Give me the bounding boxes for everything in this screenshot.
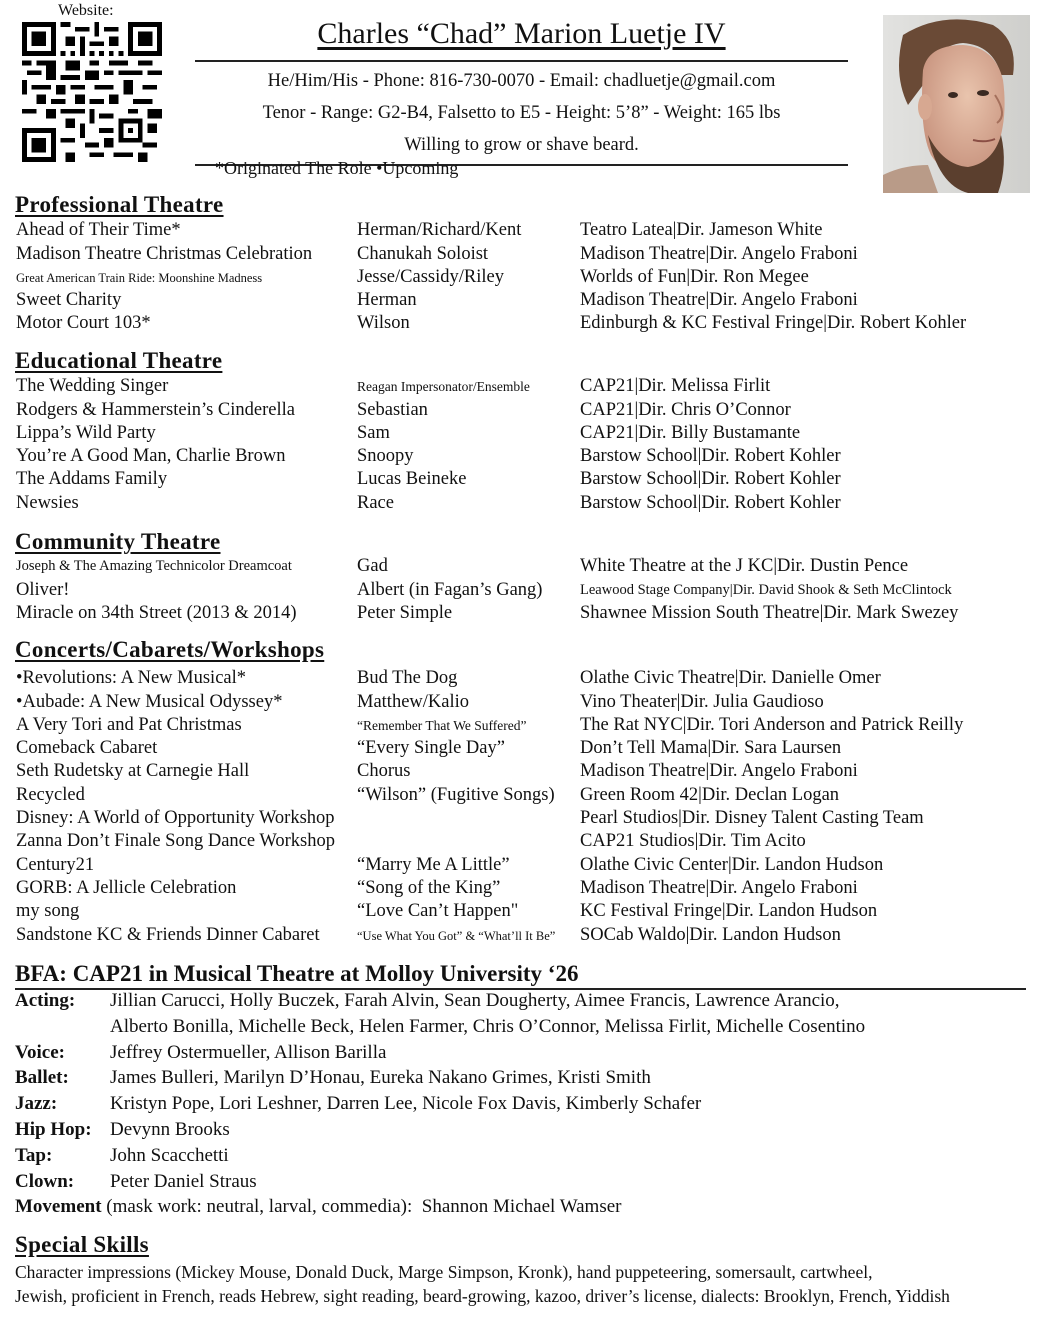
show-title: Rodgers & Hammerstein’s Cinderella xyxy=(16,399,295,420)
show-title: Madison Theatre Christmas Celebration xyxy=(16,243,313,264)
training-teachers: Peter Daniel Straus xyxy=(110,1170,257,1192)
credit-row xyxy=(16,311,1036,334)
show-title: The Addams Family xyxy=(16,469,168,490)
headshot-photo xyxy=(883,15,1030,193)
credit-row xyxy=(16,397,1036,420)
venue-director: KC Festival Fringe|Dir. Landon Hudson xyxy=(580,901,878,922)
skills-line: Character impressions (Mickey Mouse, Donald Duck, Marge Simpson, Kronk), hand puppeteering, somersault, cartwheel, xyxy=(15,1262,873,1282)
qr-code[interactable] xyxy=(22,22,162,162)
show-title: Ahead of Their Time* xyxy=(16,220,181,241)
show-title: Century21 xyxy=(16,854,95,875)
role: “Every Single Day” xyxy=(357,738,505,759)
role: Herman/Richard/Kent xyxy=(357,220,522,241)
show-title: A Very Tori and Pat Christmas xyxy=(16,714,242,735)
role: Sebastian xyxy=(357,399,428,420)
credit-row xyxy=(16,265,1036,288)
credit-row xyxy=(16,577,1036,600)
training-label: Tap: xyxy=(15,1144,53,1166)
show-title: Seth Rudetsky at Carnegie Hall xyxy=(16,761,250,782)
resume-header xyxy=(195,14,848,166)
header-divider-top xyxy=(195,60,848,62)
role: Jesse/Cassidy/Riley xyxy=(357,266,504,287)
credit-row xyxy=(16,421,1036,444)
training-teachers: Alberto Bonilla, Michelle Beck, Helen Farmer, Chris O’Connor, Melissa Firlit, Michelle Cosentino xyxy=(110,1015,866,1037)
training-label: Movement xyxy=(15,1196,102,1218)
section-title-professional: Professional Theatre xyxy=(15,192,224,217)
venue-director: Pearl Studios|Dir. Disney Talent Casting Team xyxy=(580,808,924,829)
credit-row xyxy=(16,288,1036,311)
venue-director: Barstow School|Dir. Robert Kohler xyxy=(580,492,841,513)
training-label: Ballet: xyxy=(15,1067,69,1089)
credit-row xyxy=(16,218,1036,241)
venue-director: CAP21|Dir. Melissa Firlit xyxy=(580,376,771,397)
venue-director: Don’t Tell Mama|Dir. Sara Laursen xyxy=(580,738,842,759)
training-teachers: James Bulleri, Marilyn D’Honau, Eureka Nakano Grimes, Kristi Smith xyxy=(110,1067,651,1089)
venue-director: Leawood Stage Company|Dir. David Shook & Seth McClintock xyxy=(580,581,952,598)
training-label xyxy=(15,1014,110,1040)
venue-director: Teatro Latea|Dir. Jameson White xyxy=(580,220,823,241)
training-row xyxy=(15,1014,1035,1040)
training-row xyxy=(15,1065,1035,1091)
training-row xyxy=(15,1169,1035,1195)
show-title: Disney: A World of Opportunity Workshop xyxy=(16,808,335,829)
role: Wilson xyxy=(357,313,410,334)
credit-row xyxy=(16,601,1036,624)
show-title: Motor Court 103* xyxy=(16,313,151,334)
credit-row xyxy=(16,374,1036,397)
skills-line: Jewish, proficient in French, reads Hebrew, sight reading, beard-growing, kazoo, driver’s license, dialects: Brooklyn, French, Yiddish xyxy=(15,1286,950,1306)
venue-director: SOCab Waldo|Dir. Landon Hudson xyxy=(580,924,841,945)
venue-director: Green Room 42|Dir. Declan Logan xyxy=(580,784,840,805)
role: “Wilson” (Fugitive Songs) xyxy=(357,784,555,805)
training-teachers: (mask work: neutral, larval, commedia): Shannon Michael Wamser xyxy=(101,1196,622,1218)
show-title: Oliver! xyxy=(16,579,70,600)
training-label: Voice: xyxy=(15,1041,65,1063)
venue-director: Madison Theatre|Dir. Angelo Fraboni xyxy=(580,243,858,264)
show-title: •Revolutions: A New Musical* xyxy=(16,668,247,689)
venue-director: Madison Theatre|Dir. Angelo Fraboni xyxy=(580,761,858,782)
performer-name: Charles “Chad” Marion Luetje IV xyxy=(317,17,726,50)
training-teachers: Jeffrey Ostermueller, Allison Barilla xyxy=(110,1041,387,1063)
training-list xyxy=(15,988,1035,1220)
role: “Marry Me A Little” xyxy=(357,854,510,875)
legend: *Originated The Role •Upcoming xyxy=(215,158,459,178)
training-title: BFA: CAP21 in Musical Theatre at Molloy University ‘26 xyxy=(15,960,1026,990)
section-title-skills: Special Skills xyxy=(15,1232,149,1257)
show-title: GORB: A Jellicle Celebration xyxy=(16,877,237,898)
role: “Remember That We Suffered” xyxy=(357,717,527,733)
credit-row xyxy=(16,736,1036,759)
role: “Song of the King” xyxy=(357,877,501,898)
venue-director: CAP21 Studios|Dir. Tim Acito xyxy=(580,831,806,852)
credit-row xyxy=(16,782,1036,805)
training-row-movement xyxy=(15,1194,1035,1220)
show-title: Sandstone KC & Friends Dinner Cabaret xyxy=(16,924,320,945)
show-title: The Wedding Singer xyxy=(16,376,169,397)
training-teachers: Devynn Brooks xyxy=(110,1118,230,1140)
venue-director: White Theatre at the J KC|Dir. Dustin Pence xyxy=(580,556,909,577)
credit-row xyxy=(16,852,1036,875)
venue-director: Barstow School|Dir. Robert Kohler xyxy=(580,446,841,467)
training-row xyxy=(15,1091,1035,1117)
credit-row xyxy=(16,806,1036,829)
venue-director: Olathe Civic Theatre|Dir. Danielle Omer xyxy=(580,668,881,689)
role: “Use What You Got” & “What’ll It Be” xyxy=(357,928,556,943)
credit-row xyxy=(16,554,1036,577)
role: Matthew/Kalio xyxy=(357,691,470,712)
role: Sam xyxy=(357,422,390,443)
venue-director: Barstow School|Dir. Robert Kohler xyxy=(580,469,841,490)
show-title: Zanna Don’t Finale Song Dance Workshop xyxy=(16,831,335,852)
credits-concerts xyxy=(16,666,1036,946)
show-title: my song xyxy=(16,901,80,922)
credits-community xyxy=(16,554,1036,624)
show-title: Sweet Charity xyxy=(16,290,122,311)
credit-row xyxy=(16,444,1036,467)
training-row xyxy=(15,1040,1035,1066)
venue-director: Madison Theatre|Dir. Angelo Fraboni xyxy=(580,877,858,898)
show-title: Great American Train Ride: Moonshine Madness xyxy=(16,270,263,285)
credit-row xyxy=(16,689,1036,712)
training-row xyxy=(15,1117,1035,1143)
venue-director: CAP21|Dir. Billy Bustamante xyxy=(580,422,801,443)
credit-row xyxy=(16,713,1036,736)
role: “Love Can’t Happen" xyxy=(357,901,519,922)
training-row xyxy=(15,1143,1035,1169)
special-skills xyxy=(15,1260,1035,1308)
role: Snoopy xyxy=(357,446,414,467)
show-title: Newsies xyxy=(16,492,79,513)
role: Race xyxy=(357,492,394,513)
credits-educational xyxy=(16,374,1036,514)
role: Chanukah Soloist xyxy=(357,243,489,264)
show-title: Joseph & The Amazing Technicolor Dreamcoat xyxy=(16,558,292,575)
section-title-educational: Educational Theatre xyxy=(15,348,223,373)
venue-director: The Rat NYC|Dir. Tori Anderson and Patrick Reilly xyxy=(580,714,964,735)
role: Herman xyxy=(357,290,417,311)
training-label: Hip Hop: xyxy=(15,1118,92,1140)
show-title: You’re A Good Man, Charlie Brown xyxy=(16,446,286,467)
training-row xyxy=(15,988,1035,1014)
credit-row xyxy=(16,666,1036,689)
training-teachers: John Scacchetti xyxy=(110,1144,229,1166)
credit-row xyxy=(16,899,1036,922)
venue-director: Vino Theater|Dir. Julia Gaudioso xyxy=(580,691,824,712)
venue-director: Edinburgh & KC Festival Fringe|Dir. Robert Kohler xyxy=(580,313,967,334)
show-title: Lippa’s Wild Party xyxy=(16,422,156,443)
role: Gad xyxy=(357,556,388,577)
credit-row xyxy=(16,759,1036,782)
role: Peter Simple xyxy=(357,602,453,623)
role: Reagan Impersonator/Ensemble xyxy=(357,379,530,395)
role: Lucas Beineke xyxy=(357,469,467,490)
beard-note: Willing to grow or shave beard. xyxy=(404,135,639,155)
credit-row xyxy=(16,467,1036,490)
credits-professional xyxy=(16,218,1036,334)
role: Chorus xyxy=(357,761,411,782)
training-label: Jazz: xyxy=(15,1093,58,1115)
show-title: Recycled xyxy=(16,784,85,805)
venue-director: Worlds of Fun|Dir. Ron Megee xyxy=(580,266,809,287)
section-title-community: Community Theatre xyxy=(15,529,221,554)
section-title-concerts: Concerts/Cabarets/Workshops xyxy=(15,637,325,662)
role: Albert (in Fagan’s Gang) xyxy=(357,579,543,600)
training-label: Acting: xyxy=(15,990,76,1011)
training-teachers: Kristyn Pope, Lori Leshner, Darren Lee, Nicole Fox Davis, Kimberly Schafer xyxy=(110,1093,702,1115)
show-title: Comeback Cabaret xyxy=(16,738,158,759)
credit-row xyxy=(16,922,1036,945)
credit-row xyxy=(16,876,1036,899)
role: Bud The Dog xyxy=(357,668,458,689)
voice-stats-line: Tenor - Range: G2-B4, Falsetto to E5 - Height: 5’8” - Weight: 165 lbs xyxy=(262,103,781,123)
venue-director: CAP21|Dir. Chris O’Connor xyxy=(580,399,791,420)
venue-director: Madison Theatre|Dir. Angelo Fraboni xyxy=(580,290,858,311)
show-title: Miracle on 34th Street (2013 & 2014) xyxy=(16,602,297,623)
training-label: Clown: xyxy=(15,1170,75,1192)
credit-row xyxy=(16,241,1036,264)
credit-row xyxy=(16,490,1036,513)
credit-row xyxy=(16,829,1036,852)
venue-director: Shawnee Mission South Theatre|Dir. Mark Swezey xyxy=(580,602,959,623)
show-title: •Aubade: A New Musical Odyssey* xyxy=(16,691,283,712)
venue-director: Olathe Civic Center|Dir. Landon Hudson xyxy=(580,854,884,875)
contact-line: He/Him/His - Phone: 816-730-0070 - Email: chadluetje@gmail.com xyxy=(267,71,776,91)
website-label: Website: xyxy=(58,2,114,19)
training-teachers: Jillian Carucci, Holly Buczek, Farah Alvin, Sean Dougherty, Aimee Francis, Lawrence Arancio, xyxy=(110,990,840,1011)
